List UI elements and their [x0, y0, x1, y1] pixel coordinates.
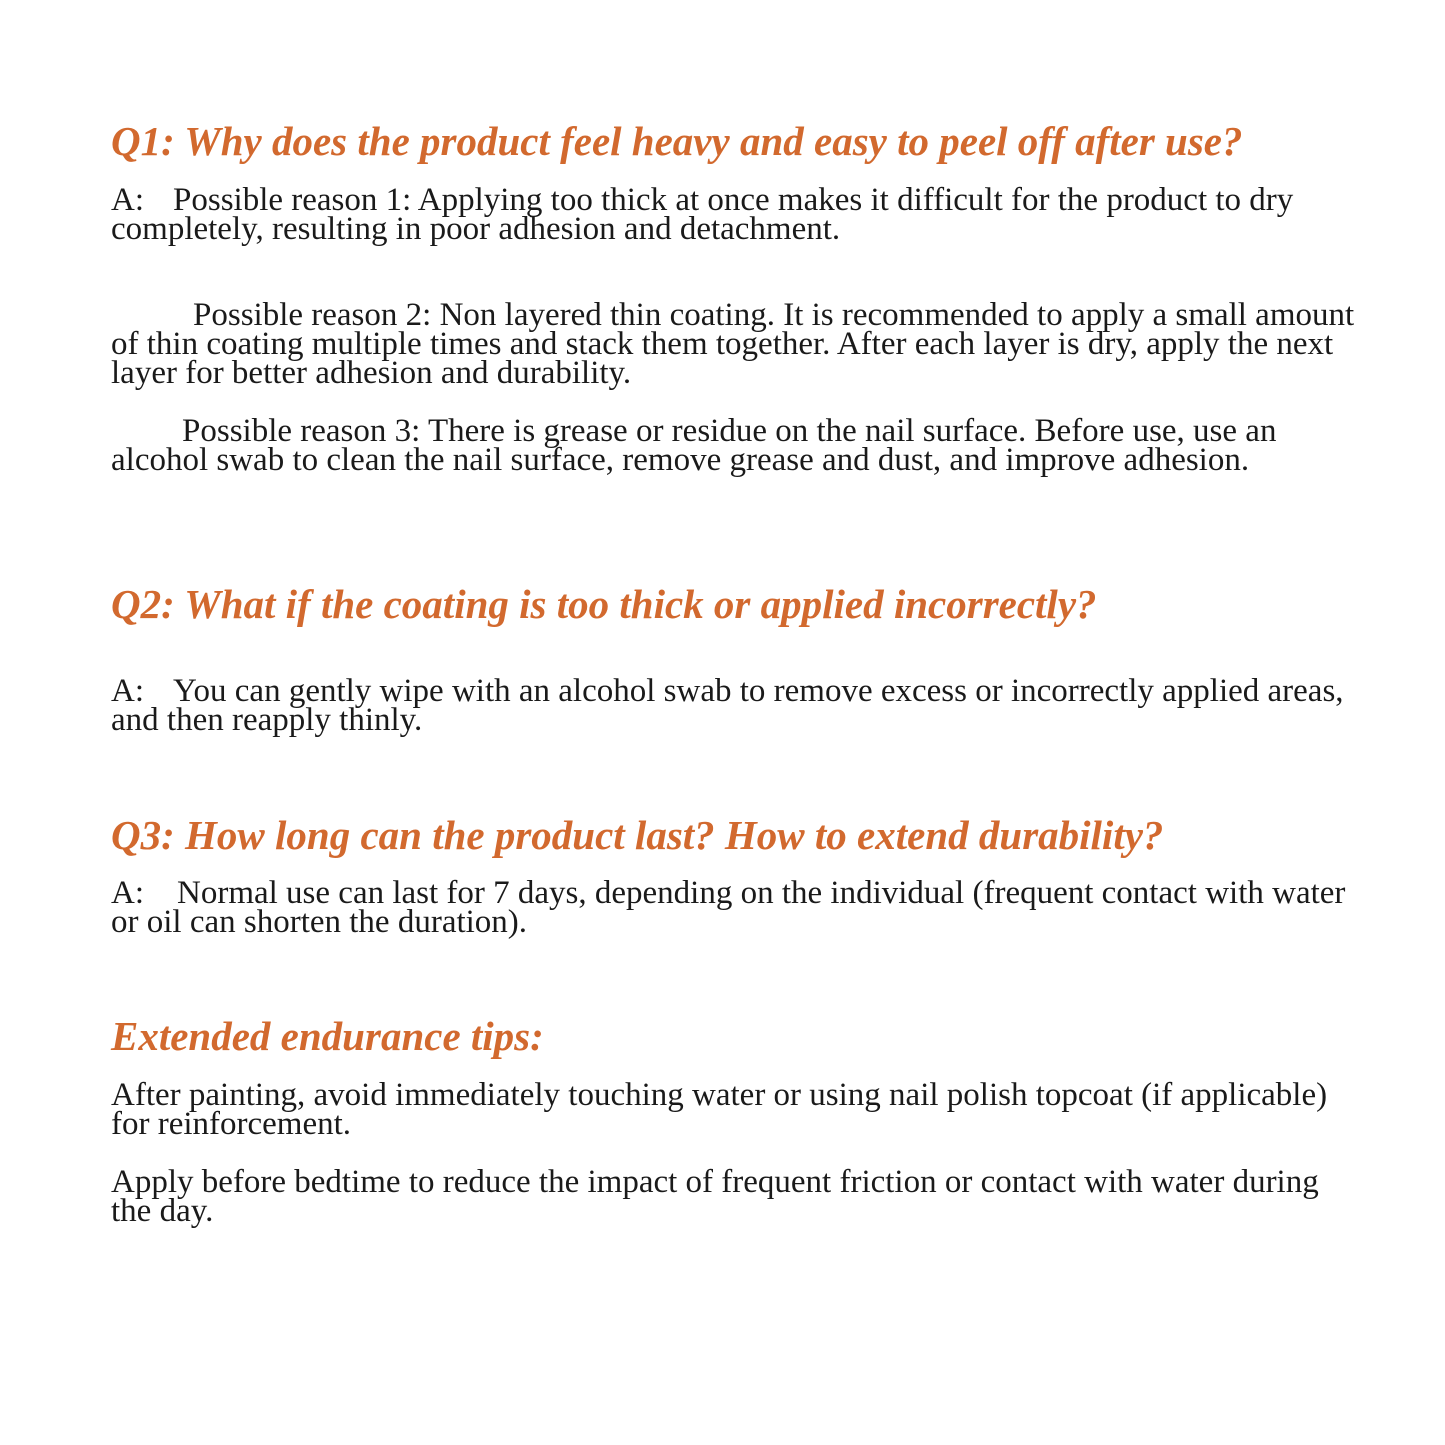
- q2-answer-label: A:: [111, 673, 144, 709]
- tip1-paragraph: After painting, avoid immediately touching water or using nail polish topcoat (if applicable) for reinforcement.: [111, 1077, 1328, 1142]
- q3-answer-label: A:: [111, 875, 144, 911]
- q1-heading: Q1: Why does the product feel heavy and easy to peel off after use?: [111, 118, 1243, 164]
- q2-answer-paragraph: [111, 673, 1356, 738]
- tip2-paragraph: Apply before bedtime to reduce the impact of frequent friction or contact with water during the day.: [111, 1164, 1319, 1229]
- q1-reason1-paragraph: [111, 182, 1356, 247]
- q1-answer-label: A:: [111, 182, 144, 218]
- q1-reason2-paragraph: Possible reason 2: Non layered thin coating. It is recommended to apply a small amount of thin coating multiple times and stack them together. After each layer is dry, apply the next layer for better adhesion and durability.: [111, 297, 1355, 391]
- faq-page: [111, 0, 1356, 1445]
- q2-heading: Q2: What if the coating is too thick or applied incorrectly?: [111, 581, 1097, 627]
- tips-heading: Extended endurance tips:: [111, 1013, 544, 1059]
- q3-answer-paragraph: [111, 875, 1356, 940]
- q3-heading: Q3: How long can the product last? How to extend durability?: [111, 812, 1164, 858]
- q1-reason1-text: Possible reason 1: Applying too thick at once makes it difficult for the product to dry completely, resulting in poor adhesion and detachment.: [111, 182, 1294, 247]
- q2-answer-text: You can gently wipe with an alcohol swab to remove excess or incorrectly applied areas, and then reapply thinly.: [111, 673, 1344, 738]
- q1-reason3-paragraph: Possible reason 3: There is grease or residue on the nail surface. Before use, use an alcohol swab to clean the nail surface, remove grease and dust, and improve adhesion.: [111, 413, 1277, 478]
- q3-answer-text: Normal use can last for 7 days, depending on the individual (frequent contact with water or oil can shorten the duration).: [111, 875, 1346, 940]
